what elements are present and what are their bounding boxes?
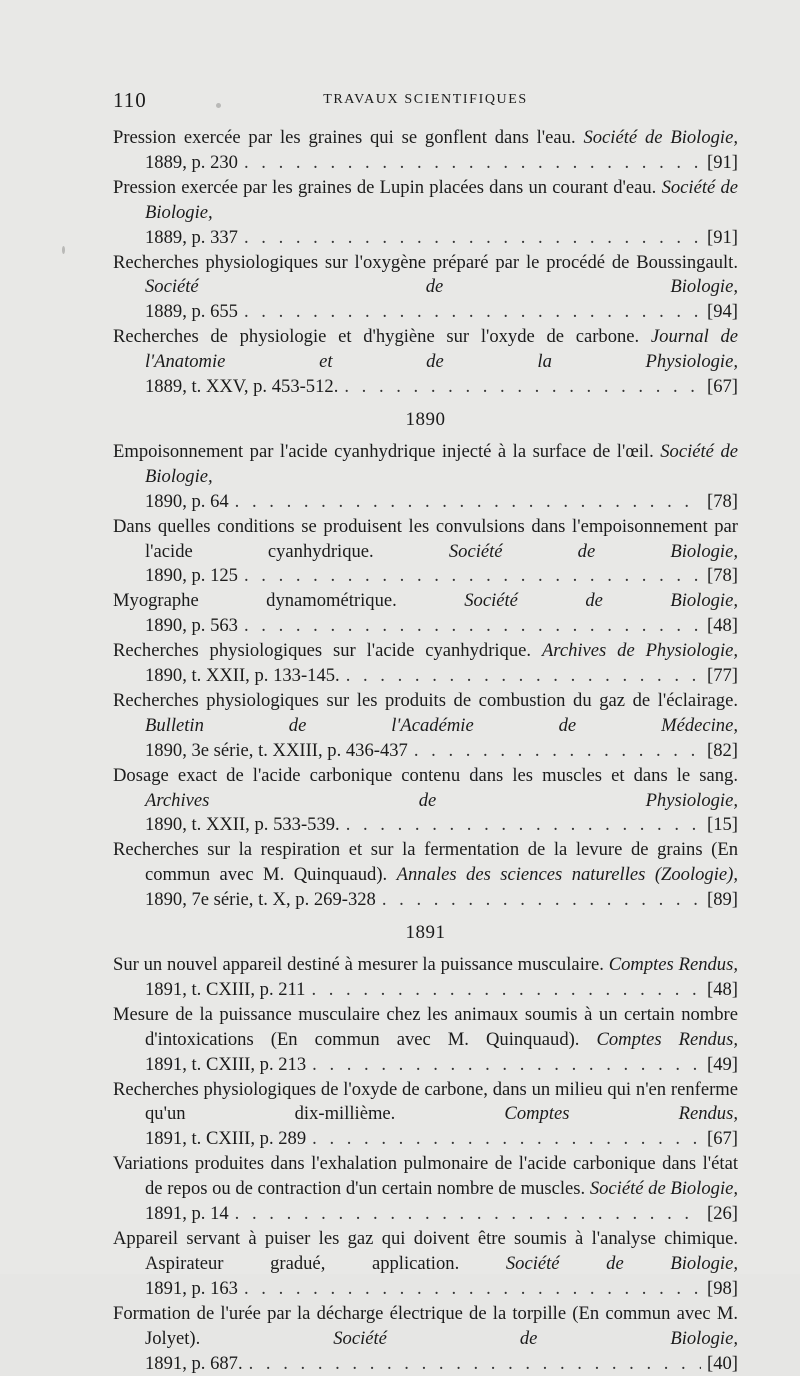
entry-title: Recherches physiologiques sur les produits de combustion du gaz de l'éclairage.: [113, 690, 738, 711]
entry-reference: [77]: [707, 664, 738, 689]
entry-tail: [145, 1352, 738, 1376]
entry-reference: [94]: [707, 300, 738, 325]
bibliography-entry: [113, 764, 738, 839]
entry-tail: [145, 226, 738, 251]
bibliography-entry: [113, 1302, 738, 1376]
entry-source: Société de Biologie,: [583, 127, 738, 148]
leader-dots: [244, 564, 701, 589]
entry-source: Annales des sciences naturelles (Zoologie),: [397, 864, 738, 885]
entry-title: Myographe dynamométrique.: [113, 590, 397, 611]
entry-tail: [145, 978, 738, 1003]
entry-title: Dans quelles conditions se produisent les convulsions dans l'empoisonnement par l'acide cyanhydrique.: [113, 516, 738, 562]
entry-source: Comptes Rendus,: [596, 1029, 738, 1050]
entry-tail: [145, 664, 738, 689]
leader-dots: [311, 978, 701, 1003]
entry-reference: [89]: [707, 888, 738, 913]
entry-details: 1889, p. 655: [145, 300, 238, 325]
entry-source: Société de Biologie,: [333, 1328, 738, 1349]
bibliography-entry: [113, 1152, 738, 1227]
entry-details: 1891, p. 14: [145, 1202, 229, 1227]
entry-source: Archives de Physiologie,: [542, 640, 738, 661]
bibliography-entry: [113, 589, 738, 639]
entry-source: Société de Biologie,: [464, 590, 738, 611]
entry-tail: [145, 813, 738, 838]
entry-reference: [15]: [707, 813, 738, 838]
entry-source: Société de Biologie,: [145, 276, 738, 297]
entry-details: 1890, t. XXII, p. 533-539.: [145, 813, 340, 838]
entry-reference: [67]: [707, 375, 738, 400]
bibliography-entry: [113, 325, 738, 400]
entry-title: Recherches physiologiques de l'oxyde de carbone, dans un milieu qui n'en renferme qu'un dix-millième.: [113, 1079, 738, 1125]
entry-source: Société de Biologie,: [145, 177, 738, 223]
bibliography-entry: [113, 1078, 738, 1153]
bibliography: [113, 126, 738, 1376]
paper-speck: [62, 246, 65, 254]
entry-source: Société de Biologie,: [449, 541, 738, 562]
entry-reference: [40]: [707, 1352, 738, 1376]
entry-tail: [145, 151, 738, 176]
leader-dots: [344, 375, 701, 400]
entry-title: Variations produites dans l'exhalation pulmonaire de l'acide carbonique dans l'état de repos ou de contraction d'un certain nombre de muscles.: [113, 1153, 738, 1199]
bibliography-entry: [113, 689, 738, 764]
entry-details: 1891, t. CXIII, p. 211: [145, 978, 305, 1003]
bibliography-entry: [113, 953, 738, 1003]
year-heading-1890: 1890: [113, 408, 738, 433]
entry-source: Société de Biologie,: [145, 441, 738, 487]
entry-tail: [145, 375, 738, 400]
entry-title: Pression exercée par les graines qui se gonflent dans l'eau.: [113, 127, 576, 148]
bibliography-entry: [113, 176, 738, 251]
entry-tail: [145, 490, 738, 515]
entry-title: Recherches physiologiques sur l'oxygène préparé par le procédé de Boussingault.: [113, 252, 738, 273]
entry-details: 1890, p. 125: [145, 564, 238, 589]
entry-tail: [145, 300, 738, 325]
page-number: 110: [113, 88, 147, 113]
entry-details: 1890, 3e série, t. XXIII, p. 436-437: [145, 739, 408, 764]
entry-details: 1890, p. 64: [145, 490, 229, 515]
entry-reference: [82]: [707, 739, 738, 764]
entries-1890: [113, 440, 738, 913]
entry-tail: [145, 614, 738, 639]
entry-tail: [145, 739, 738, 764]
entry-details: 1891, t. CXIII, p. 289: [145, 1127, 306, 1152]
page-header: [113, 88, 738, 116]
leader-dots: [312, 1053, 701, 1078]
entry-source: Archives de Physiologie,: [145, 790, 738, 811]
entry-details: 1890, t. XXII, p. 133-145.: [145, 664, 340, 689]
entry-title: Dosage exact de l'acide carbonique contenu dans les muscles et dans le sang.: [113, 765, 738, 786]
entries-1889: [113, 126, 738, 400]
leader-dots: [244, 226, 701, 251]
leader-dots: [244, 151, 701, 176]
entry-title: Empoisonnement par l'acide cyanhydrique injecté à la surface de l'œil.: [113, 441, 654, 462]
bibliography-entry: [113, 838, 738, 913]
entries-1891: [113, 953, 738, 1376]
entry-source: Bulletin de l'Académie de Médecine,: [145, 715, 738, 736]
leader-dots: [346, 813, 701, 838]
entry-tail: [145, 1202, 738, 1227]
entry-title: Sur un nouvel appareil destiné à mesurer la puissance musculaire.: [113, 954, 604, 975]
entry-reference: [91]: [707, 226, 738, 251]
entry-title: Recherches sur la respiration et sur la fermentation de la levure de grains (En commun avec M. Quinquaud).: [113, 839, 738, 885]
entry-reference: [78]: [707, 564, 738, 589]
leader-dots: [244, 1277, 701, 1302]
bibliography-entry: [113, 639, 738, 689]
leader-dots: [235, 1202, 701, 1227]
entry-reference: [26]: [707, 1202, 738, 1227]
entry-reference: [98]: [707, 1277, 738, 1302]
entry-title: Recherches de physiologie et d'hygiène sur l'oxyde de carbone.: [113, 326, 639, 347]
bibliography-entry: [113, 515, 738, 590]
entry-title: Appareil servant à puiser les gaz qui doivent être soumis à l'analyse chimique. Aspirateur gradué, application.: [113, 1228, 738, 1274]
entry-details: 1890, p. 563: [145, 614, 238, 639]
bibliography-entry: [113, 126, 738, 176]
entry-details: 1890, 7e série, t. X, p. 269-328: [145, 888, 376, 913]
entry-tail: [145, 564, 738, 589]
entry-title: Pression exercée par les graines de Lupin placées dans un courant d'eau.: [113, 177, 656, 198]
entry-details: 1889, p. 337: [145, 226, 238, 251]
entry-source: Journal de l'Anatomie et de la Physiologie,: [145, 326, 738, 372]
leader-dots: [249, 1352, 701, 1376]
entry-title: Mesure de la puissance musculaire chez les animaux soumis à un certain nombre d'intoxications (En commun avec M. Quinquaud).: [113, 1004, 738, 1050]
entry-source: Comptes Rendus,: [609, 954, 738, 975]
entry-details: 1891, p. 687.: [145, 1352, 243, 1376]
entry-reference: [48]: [707, 614, 738, 639]
leader-dots: [382, 888, 701, 913]
entry-reference: [91]: [707, 151, 738, 176]
bibliography-entry: [113, 1227, 738, 1302]
entry-details: 1891, p. 163: [145, 1277, 238, 1302]
running-title: TRAVAUX SCIENTIFIQUES: [113, 92, 738, 108]
leader-dots: [414, 739, 701, 764]
leader-dots: [244, 300, 701, 325]
entry-reference: [49]: [707, 1053, 738, 1078]
entry-reference: [78]: [707, 490, 738, 515]
entry-source: Société de Biologie,: [590, 1178, 738, 1199]
entry-reference: [67]: [707, 1127, 738, 1152]
entry-reference: [48]: [707, 978, 738, 1003]
entry-details: 1889, t. XXV, p. 453-512.: [145, 375, 338, 400]
entry-tail: [145, 1277, 738, 1302]
entry-title: Recherches physiologiques sur l'acide cyanhydrique.: [113, 640, 531, 661]
entry-tail: [145, 1127, 738, 1152]
bibliography-entry: [113, 251, 738, 326]
entry-details: 1891, t. CXIII, p. 213: [145, 1053, 306, 1078]
bibliography-entry: [113, 1003, 738, 1078]
leader-dots: [346, 664, 701, 689]
bibliography-entry: [113, 440, 738, 515]
entry-details: 1889, p. 230: [145, 151, 238, 176]
leader-dots: [312, 1127, 701, 1152]
year-heading-1891: 1891: [113, 921, 738, 946]
entry-title: Formation de l'urée par la décharge électrique de la torpille (En commun avec M. Jolyet).: [113, 1303, 738, 1349]
leader-dots: [235, 490, 701, 515]
entry-tail: [145, 1053, 738, 1078]
entry-source: Société de Biologie,: [506, 1253, 738, 1274]
entry-tail: [145, 888, 738, 913]
leader-dots: [244, 614, 701, 639]
entry-source: Comptes Rendus,: [504, 1103, 738, 1124]
